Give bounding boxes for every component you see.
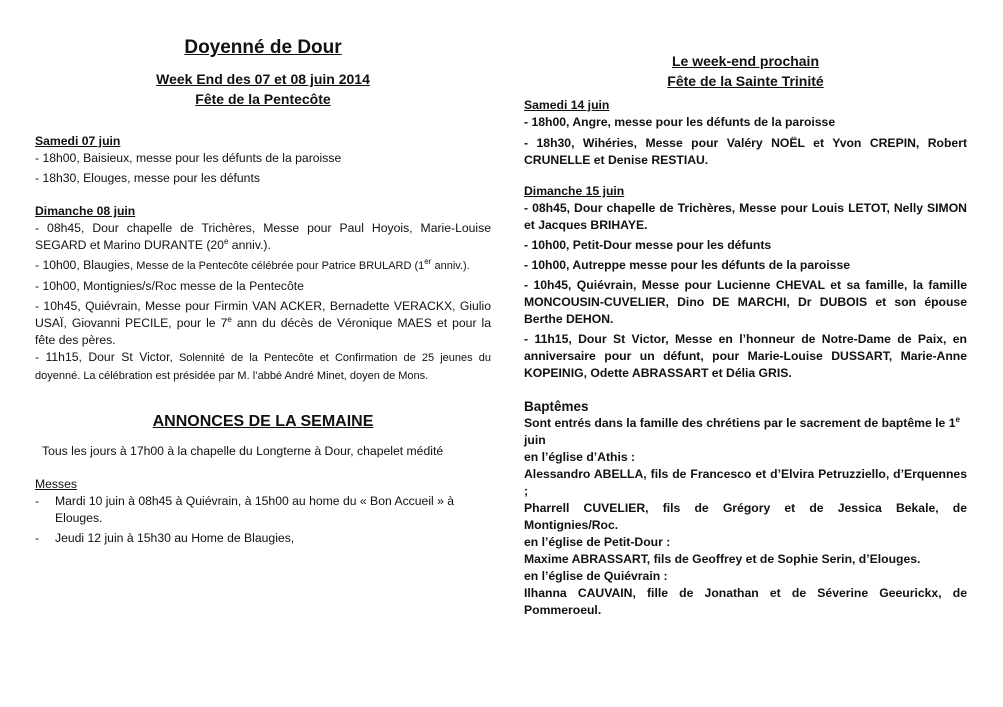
masses-heading: Messes	[35, 477, 77, 491]
sunday-item: - 10h00, Montignies/s/Roc messe de la Pentecôte	[35, 279, 304, 293]
page-title: Doyenné de Dour	[184, 37, 342, 58]
next-weekend-heading: Le week-end prochain	[671, 53, 820, 69]
masses-list	[35, 493, 491, 547]
baptism-line: Ilhanna CAUVAIN, fille de Jonathan et de Séverine Geeurickx, de Pommeroeul.	[524, 586, 967, 617]
sunday-heading: Dimanche 15 juin	[524, 184, 625, 198]
sunday-item-text: Messe de la Pentecôte célébrée pour Patrice BRULARD (1	[133, 260, 425, 272]
sunday-item: - 11h15, Dour St Victor, Messe en l’honneur de Notre-Dame de Paix, en anniversaire pour un défunt, pour Marie-Louise DUSSART, Marie-Anne KOPEINIG, Odette ABRASSART et Délia GRIS.	[524, 332, 967, 380]
superscript: er	[424, 256, 432, 266]
sunday-heading: Dimanche 08 juin	[35, 204, 136, 218]
feast-heading: Fête de la Pentecôte	[195, 91, 331, 107]
sunday-item-text: - 10h00, Blaugies,	[35, 258, 134, 272]
list-item: - Jeudi 12 juin à 15h30 au Home de Blaugies,	[35, 530, 491, 547]
sunday-item-text: anniv.).	[431, 260, 470, 272]
weekend-dates-heading: Week End des 07 et 08 juin 2014	[156, 71, 370, 87]
sunday-item	[35, 349, 491, 385]
saturday-item: - 18h30, Wihéries, Messe pour Valéry NOËL et Yvon CREPIN, Robert CRUNELLE et Denise RESTIAU.	[524, 136, 967, 167]
baptisms-heading: Baptêmes	[524, 399, 589, 414]
superscript: e	[223, 236, 229, 246]
baptisms-intro-text: juin	[524, 433, 546, 447]
sunday-item-text: Solennité de la Pentecôte et Confirmation de 25 jeunes du doyenné. La célébration est présidée par M. l’abbé André Minet, doyen de Mons.	[35, 352, 491, 382]
right-column	[524, 0, 967, 619]
sunday-item-text: - 10h45, Quiévrain, Messe pour Firmin VAN ACKER, Bernadette VERACKX, Giulio USAÏ, Giovanni PECILE, pour le 7	[35, 299, 491, 330]
sunday-item: - 08h45, Dour chapelle de Trichères, Messe pour Louis LETOT, Nelly SIMON et Jacques BRIHAYE.	[524, 201, 967, 232]
saturday-item: - 18h30, Elouges, messe pour les défunts	[35, 171, 260, 185]
sunday-item-text: ann du décès de Véronique MAES et pour la fête des pères.	[35, 316, 492, 347]
baptisms-intro	[524, 415, 967, 449]
sunday-item: - 10h45, Quiévrain, Messe pour Lucienne CHEVAL et sa famille, la famille MONCOUSIN-CUVELIER, Dino DE MARCHI, Dr DUBOIS et son épouse Berthe DEHON.	[524, 278, 967, 326]
sunday-item-text: - 11h15, Dour St Victor,	[35, 350, 173, 364]
sunday-item	[35, 220, 491, 254]
baptism-line: en l’église de Quiévrain :	[524, 569, 668, 583]
list-item: - Mardi 10 juin à 08h45 à Quiévrain, à 15h00 au home du « Bon Accueil » à Elouges.	[35, 493, 491, 527]
baptism-line: Maxime ABRASSART, fils de Geoffrey et de Sophie Serin, d’Elouges.	[524, 552, 921, 566]
sunday-item-text: - 08h45, Dour chapelle de Trichères, Messe pour Paul Hoyois, Marie-Louise SEGARD et Marino DURANTE (20	[35, 221, 491, 252]
superscript: e	[227, 314, 232, 324]
sunday-item: - 10h00, Petit-Dour messe pour les défunts	[524, 238, 772, 252]
sunday-item: - 10h00, Autreppe messe pour les défunts de la paroisse	[524, 258, 851, 272]
saturday-heading: Samedi 07 juin	[35, 134, 121, 148]
left-column	[35, 0, 491, 547]
saturday-heading: Samedi 14 juin	[524, 98, 610, 112]
baptism-line: en l’église de Petit-Dour :	[524, 535, 671, 549]
trinity-heading: Fête de la Sainte Trinité	[667, 73, 824, 89]
baptism-line: en l’église d’Athis :	[524, 450, 636, 464]
sunday-item	[35, 298, 491, 349]
announcement-text: Tous les jours à 17h00 à la chapelle du Longterne à Dour, chapelet médité	[42, 444, 444, 458]
saturday-item: - 18h00, Baisieux, messe pour les défunts de la paroisse	[35, 151, 342, 165]
baptism-line: Pharrell CUVELIER, fils de Grégory et de Jessica Bekale, de Montignies/Roc.	[524, 501, 967, 532]
sunday-item-text: anniv.).	[228, 238, 271, 252]
baptism-line: Alessandro ABELLA, fils de Francesco et d’Elvira Petruzziello, d’Erquennes ;	[524, 467, 967, 498]
baptisms-intro-text: Sont entrés dans la famille des chrétiens par le sacrement de baptême le 1	[524, 416, 956, 430]
announcements-heading: ANNONCES DE LA SEMAINE	[152, 413, 374, 430]
saturday-item: - 18h00, Angre, messe pour les défunts de la paroisse	[524, 115, 836, 129]
superscript: e	[955, 414, 960, 424]
sunday-item	[35, 257, 491, 275]
